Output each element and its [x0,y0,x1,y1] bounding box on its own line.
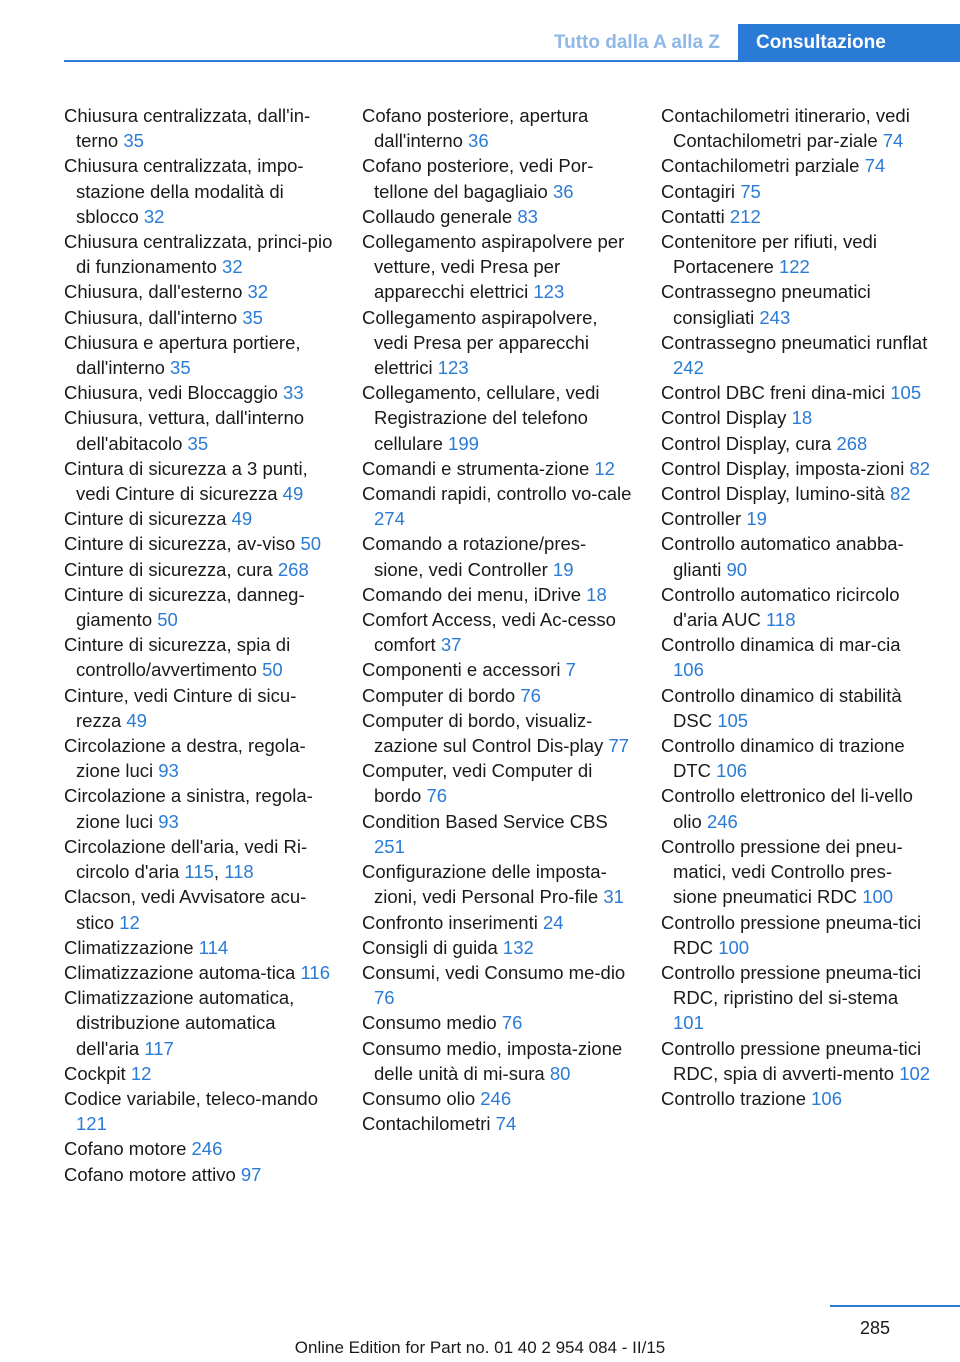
page-reference-link[interactable]: 116 [300,961,330,983]
index-term: Control Display [661,407,792,429]
page-reference-link[interactable]: 83 [517,205,538,227]
page-reference-link[interactable]: 105 [717,709,749,731]
index-entry [64,960,336,985]
page-reference-link[interactable]: 35 [187,432,209,454]
index-entry [661,279,933,329]
index-entry [362,708,634,758]
index-term: Consumo medio, imposta‐zione delle unità di mi‐sura [362,1037,623,1084]
index-entry [64,1061,336,1086]
index-entry [362,809,634,859]
index-term: Chiusura e apertura portiere, dall'interno [64,331,301,379]
index-term: Controllo trazione [661,1087,812,1109]
index-term: Chiusura, vedi Bloccaggio [64,382,284,404]
index-entry [362,305,634,381]
page-reference-link[interactable]: 268 [836,432,868,454]
index-term: Cockpit [64,1062,131,1084]
page-reference-link[interactable]: 212 [729,205,761,227]
page-reference-link[interactable]: 93 [158,760,179,782]
index-term: Climatizzazione [64,936,199,958]
index-term: Contrassegno pneumatici consigliati [661,281,871,328]
index-term: Cofano posteriore, apertura dall'interno [362,105,589,152]
index-column-2 [362,103,634,1136]
index-entry [362,456,634,481]
index-entry [362,380,634,456]
index-term: Contachilometri parziale [661,155,865,177]
page-reference-link[interactable]: 114 [198,936,229,958]
page-reference-link[interactable]: 106 [811,1087,843,1109]
index-term: Cinture di sicurezza, danneg‐giamento [64,583,305,631]
page-reference-link[interactable]: 36 [552,180,574,202]
index-entry [64,935,336,960]
page-reference-link[interactable]: 49 [282,483,304,505]
page-reference-link[interactable]: 246 [191,1138,223,1160]
index-term: Contagiri [661,180,741,202]
index-entry [362,910,634,935]
index-term: Collaudo generale [362,205,518,227]
index-entry [64,380,336,405]
index-term: Circolazione a sinistra, regola‐zione luci [64,785,313,832]
index-term: Control Display, lumino‐sità [661,483,890,505]
index-entry: Circolazione dell'aria, vedi Ri‐circolo d'aria 115, 118 [64,835,308,883]
page-reference-link[interactable]: 75 [740,180,761,202]
index-entry [64,1162,336,1187]
index-term: Consumo medio [362,1012,502,1034]
page-reference-link[interactable]: 123 [533,281,565,303]
index-entry [362,153,634,203]
index-entry [362,1111,634,1136]
index-term: Collegamento aspirapolvere, vedi Presa per apparecchi elettrici [362,306,598,379]
index-term: Contachilometri [362,1113,496,1135]
index-term: Controllo dinamico di stabilità DSC [661,684,902,731]
index-entry [64,153,336,229]
index-entry [661,179,933,204]
index-entry [661,204,933,229]
index-term: Comandi rapidi, controllo vo‐cale [362,483,632,505]
index-term: Contatti [661,205,730,227]
section-title: Tutto dalla A alla Z [553,32,720,53]
index-term: Chiusura, dall'esterno [64,281,248,303]
page-reference-link[interactable]: 80 [549,1062,571,1084]
page-reference-link[interactable]: 123 [437,357,469,379]
index-entry [64,305,336,330]
index-entry [661,910,933,960]
page-reference-link[interactable]: 118 [224,861,254,883]
page-reference-link[interactable]: 31 [603,886,624,908]
page-reference-link[interactable]: 18 [791,407,813,429]
page-reference-link[interactable]: 7 [565,659,576,681]
index-term: Consumi, vedi Consumo me‐dio [362,961,626,983]
index-term: Cofano motore attivo [64,1163,241,1185]
page-reference-link[interactable]: 32 [222,256,243,278]
index-term: Controller [661,508,747,530]
page-reference-link[interactable]: 76 [374,987,395,1009]
page-reference-link[interactable]: 121 [76,1113,107,1135]
index-term: Chiusura centralizzata, impo‐stazione della modalità di sblocco [64,155,304,227]
index-entry [362,683,634,708]
index-entry [661,229,933,279]
index-term: Controllo dinamico di trazione DTC [661,735,905,782]
page-reference-link[interactable]: 24 [542,911,564,933]
page-reference-link[interactable]: 35 [170,357,191,379]
page-reference-link[interactable]: 268 [277,558,309,580]
page-reference-link[interactable]: 243 [759,306,791,328]
page-reference-link[interactable]: 105 [890,382,922,404]
index-entry [362,1086,634,1111]
page-reference-link[interactable]: 122 [778,256,810,278]
chapter-tab: Consultazione [738,24,960,62]
page-reference-link[interactable]: 251 [374,835,405,857]
index-entry [64,531,336,556]
index-term: Circolazione dell'aria, vedi Ri‐circolo d'aria [64,835,308,883]
index-term: Cofano motore [64,1138,192,1160]
page-reference-link[interactable]: 82 [889,483,911,505]
index-entry [661,506,933,531]
index-entry [64,1136,336,1161]
index-entry [64,683,336,733]
index-entry [661,153,933,178]
page-reference-link[interactable]: 90 [726,558,748,580]
index-entry [661,582,933,632]
page-reference-link[interactable]: 102 [899,1062,931,1084]
index-entry [362,103,634,153]
index-term: Control DBC freni dina‐mici [661,382,891,404]
index-term: Comandi e strumenta‐zione [362,457,595,479]
index-term: Cintura di sicurezza a 3 punti, vedi Cinture di sicurezza [64,457,308,505]
index-entry [661,531,933,581]
edition-note: Online Edition for Part no. 01 40 2 954 084 - II/15 [294,1338,666,1357]
page-reference-link[interactable]: 35 [242,306,263,328]
index-term: Contenitore per rifiuti, vedi Portacenere [661,231,877,278]
page-reference-link[interactable]: 100 [718,936,750,958]
page-reference-link[interactable]: 50 [300,533,322,555]
page-reference-link[interactable]: 74 [495,1113,517,1135]
index-term: Climatizzazione automatica, distribuzione automatica dell'aria [64,987,295,1059]
page-reference-link[interactable]: 76 [501,1012,523,1034]
index-entry [64,733,336,783]
page-reference-link[interactable]: 76 [520,684,541,706]
page-reference-link[interactable]: 35 [123,130,144,152]
page-reference-link[interactable]: 93 [158,810,179,832]
page-reference-link[interactable]: 106 [673,659,704,681]
index-term: Chiusura, vettura, dall'interno dell'abitacolo [64,407,305,454]
page-reference-link[interactable]: 101 [673,1012,704,1034]
index-term: Computer di bordo, visualiz‐zazione sul Control Dis‐play [362,709,609,757]
index-entry [64,632,336,682]
page-reference-link[interactable]: 246 [480,1087,512,1109]
index-entry [362,1036,634,1086]
page-reference-link[interactable]: 199 [448,432,479,454]
index-entry [362,481,634,531]
page-reference-link[interactable]: 19 [552,558,574,580]
index-entry [64,279,336,304]
index-term: Consumo olio [362,1087,481,1109]
index-columns [64,103,944,1253]
page-reference-link[interactable]: 117 [144,1037,174,1059]
index-entry [64,582,336,632]
index-entry [64,557,336,582]
index-entry [64,506,336,531]
index-entry [64,985,336,1061]
page-reference-link[interactable]: 106 [716,760,748,782]
page-reference-link[interactable]: 242 [673,357,704,379]
index-term: Controllo elettronico del li‐vello olio [661,785,913,832]
index-entry [661,330,933,380]
index-term: Cofano posteriore, vedi Por‐tellone del bagagliaio [362,155,594,202]
index-term: Cinture, vedi Cinture di sicu‐rezza [64,684,297,731]
index-term: Contachilometri itinerario, vedi Contachilometri par‐ziale [661,105,910,152]
index-entry [661,103,933,153]
index-term: Condition Based Service CBS [362,810,608,832]
index-term: Configurazione delle imposta‐zioni, vedi Personal Pro‐file [362,861,607,908]
page-reference-link[interactable]: 100 [862,886,894,908]
page-reference-link[interactable]: 37 [440,634,462,656]
index-entry [661,380,933,405]
index-entry [362,531,634,581]
index-entry [64,229,336,279]
page-reference-link[interactable]: 97 [240,1163,262,1185]
page-reference-link[interactable]: 132 [502,936,534,958]
page-reference-link[interactable]: 76 [426,785,448,807]
index-entry [661,1036,933,1086]
index-entry [362,204,634,229]
index-entry [362,935,634,960]
index-term: Control Display, cura [661,432,837,454]
index-entry [661,733,933,783]
index-entry [362,657,634,682]
index-entry [661,960,933,1036]
index-entry [362,758,634,808]
page-reference-link[interactable]: 274 [374,508,405,530]
index-entry [362,960,634,1010]
index-term: Circolazione a destra, regola‐zione luci [64,735,306,782]
footer-rule [830,1305,960,1307]
page-reference-link[interactable]: 33 [283,382,304,404]
index-column-1 [64,103,336,1187]
index-term: Comando dei menu, iDrive [362,583,587,605]
index-entry [362,607,634,657]
index-entry [362,859,634,909]
index-entry [661,1086,933,1111]
page-reference-link[interactable]: 18 [586,583,607,605]
index-entry [362,229,634,305]
index-term: Chiusura centralizzata, princi‐pio di funzionamento [64,231,333,278]
index-term: Comando a rotazione/pres‐sione, vedi Controller [362,533,587,580]
page-reference-link[interactable]: 74 [882,130,904,152]
page-reference-link[interactable]: 246 [706,810,738,832]
index-term: Control Display, imposta‐zioni [661,457,910,479]
index-term: Controllo automatico ricircolo d'aria AUC [661,583,900,631]
index-term: Contrassegno pneumatici runflat [661,331,928,353]
page-header [0,0,960,62]
index-term: Computer di bordo [362,684,521,706]
index-entry [661,431,933,456]
index-term: Cinture di sicurezza, spia di controllo/avvertimento [64,634,291,681]
index-term: Controllo pressione pneuma‐tici RDC, spia di avverti‐mento [661,1037,922,1084]
page-reference-link[interactable]: 77 [608,735,630,757]
index-entry [661,456,933,481]
index-term: Clacson, vedi Avvisatore acu‐stico [64,886,307,933]
index-entry [64,405,336,455]
page-reference-link[interactable]: 32 [247,281,269,303]
index-entry [64,456,336,506]
index-term: Controllo dinamica di mar‐cia [661,634,901,656]
index-entry [661,481,933,506]
index-entry [661,683,933,733]
index-term: Collegamento aspirapolvere per vetture, vedi Presa per apparecchi elettrici [362,231,625,303]
index-entry [362,582,634,607]
page-reference-link[interactable]: 82 [909,457,931,479]
index-term: Controllo automatico anabba‐glianti [661,533,904,580]
page-reference-link[interactable]: 12 [119,911,140,933]
page-reference-link[interactable]: 74 [864,155,886,177]
index-term: Cinture di sicurezza [64,508,232,530]
index-term: Comfort Access, vedi Ac‐cesso comfort [362,609,616,656]
page-reference-link[interactable]: 12 [130,1062,152,1084]
page-reference-link[interactable]: 118 [766,609,796,631]
index-term: Climatizzazione automa‐tica [64,961,301,983]
index-entry [362,1010,634,1035]
index-term: Controllo pressione dei pneu‐matici, vedi Controllo pres‐sione pneumatici RDC [661,835,903,908]
page-reference-link[interactable]: 50 [157,609,178,631]
page-number: 285 [860,1318,891,1338]
index-entry [661,783,933,833]
index-term: Controllo pressione pneuma‐tici RDC [661,911,922,958]
page-reference-link[interactable]: 49 [126,709,147,731]
index-term: Collegamento, cellulare, vedi Registrazione del telefono cellulare [362,382,600,454]
index-term: Cinture di sicurezza, cura [64,558,278,580]
index-term: Consigli di guida [362,936,503,958]
page-reference-link[interactable]: 50 [262,659,283,681]
index-entry [661,834,933,910]
index-term: Controllo pressione pneuma‐tici RDC, ripristino del si‐stema [661,961,922,1009]
index-entry [64,1086,336,1136]
index-entry [64,783,336,833]
index-entry [64,884,336,934]
page-reference-link[interactable]: 32 [143,205,165,227]
index-term: Confronto inserimenti [362,911,543,933]
index-term: Cinture di sicurezza, av‐viso [64,533,301,555]
index-term: Computer, vedi Computer di bordo [362,760,593,807]
index-entry [661,405,933,430]
page-reference-link[interactable]: 19 [746,508,767,530]
index-term: Codice variabile, teleco‐mando [64,1087,318,1109]
header-rule [64,60,960,62]
index-entry [661,632,933,682]
page-reference-link[interactable]: 115 [184,861,214,883]
index-term: Chiusura, dall'interno [64,306,243,328]
index-entry [64,103,336,153]
page-reference-link[interactable]: 12 [594,457,615,479]
index-entry [64,330,336,380]
page-reference-link[interactable]: 49 [231,508,253,530]
page-reference-link[interactable]: 36 [468,130,489,152]
index-term: Componenti e accessori [362,659,566,681]
index-term: Chiusura centralizzata, dall'in‐terno [64,105,311,152]
index-column-3 [661,103,933,1111]
